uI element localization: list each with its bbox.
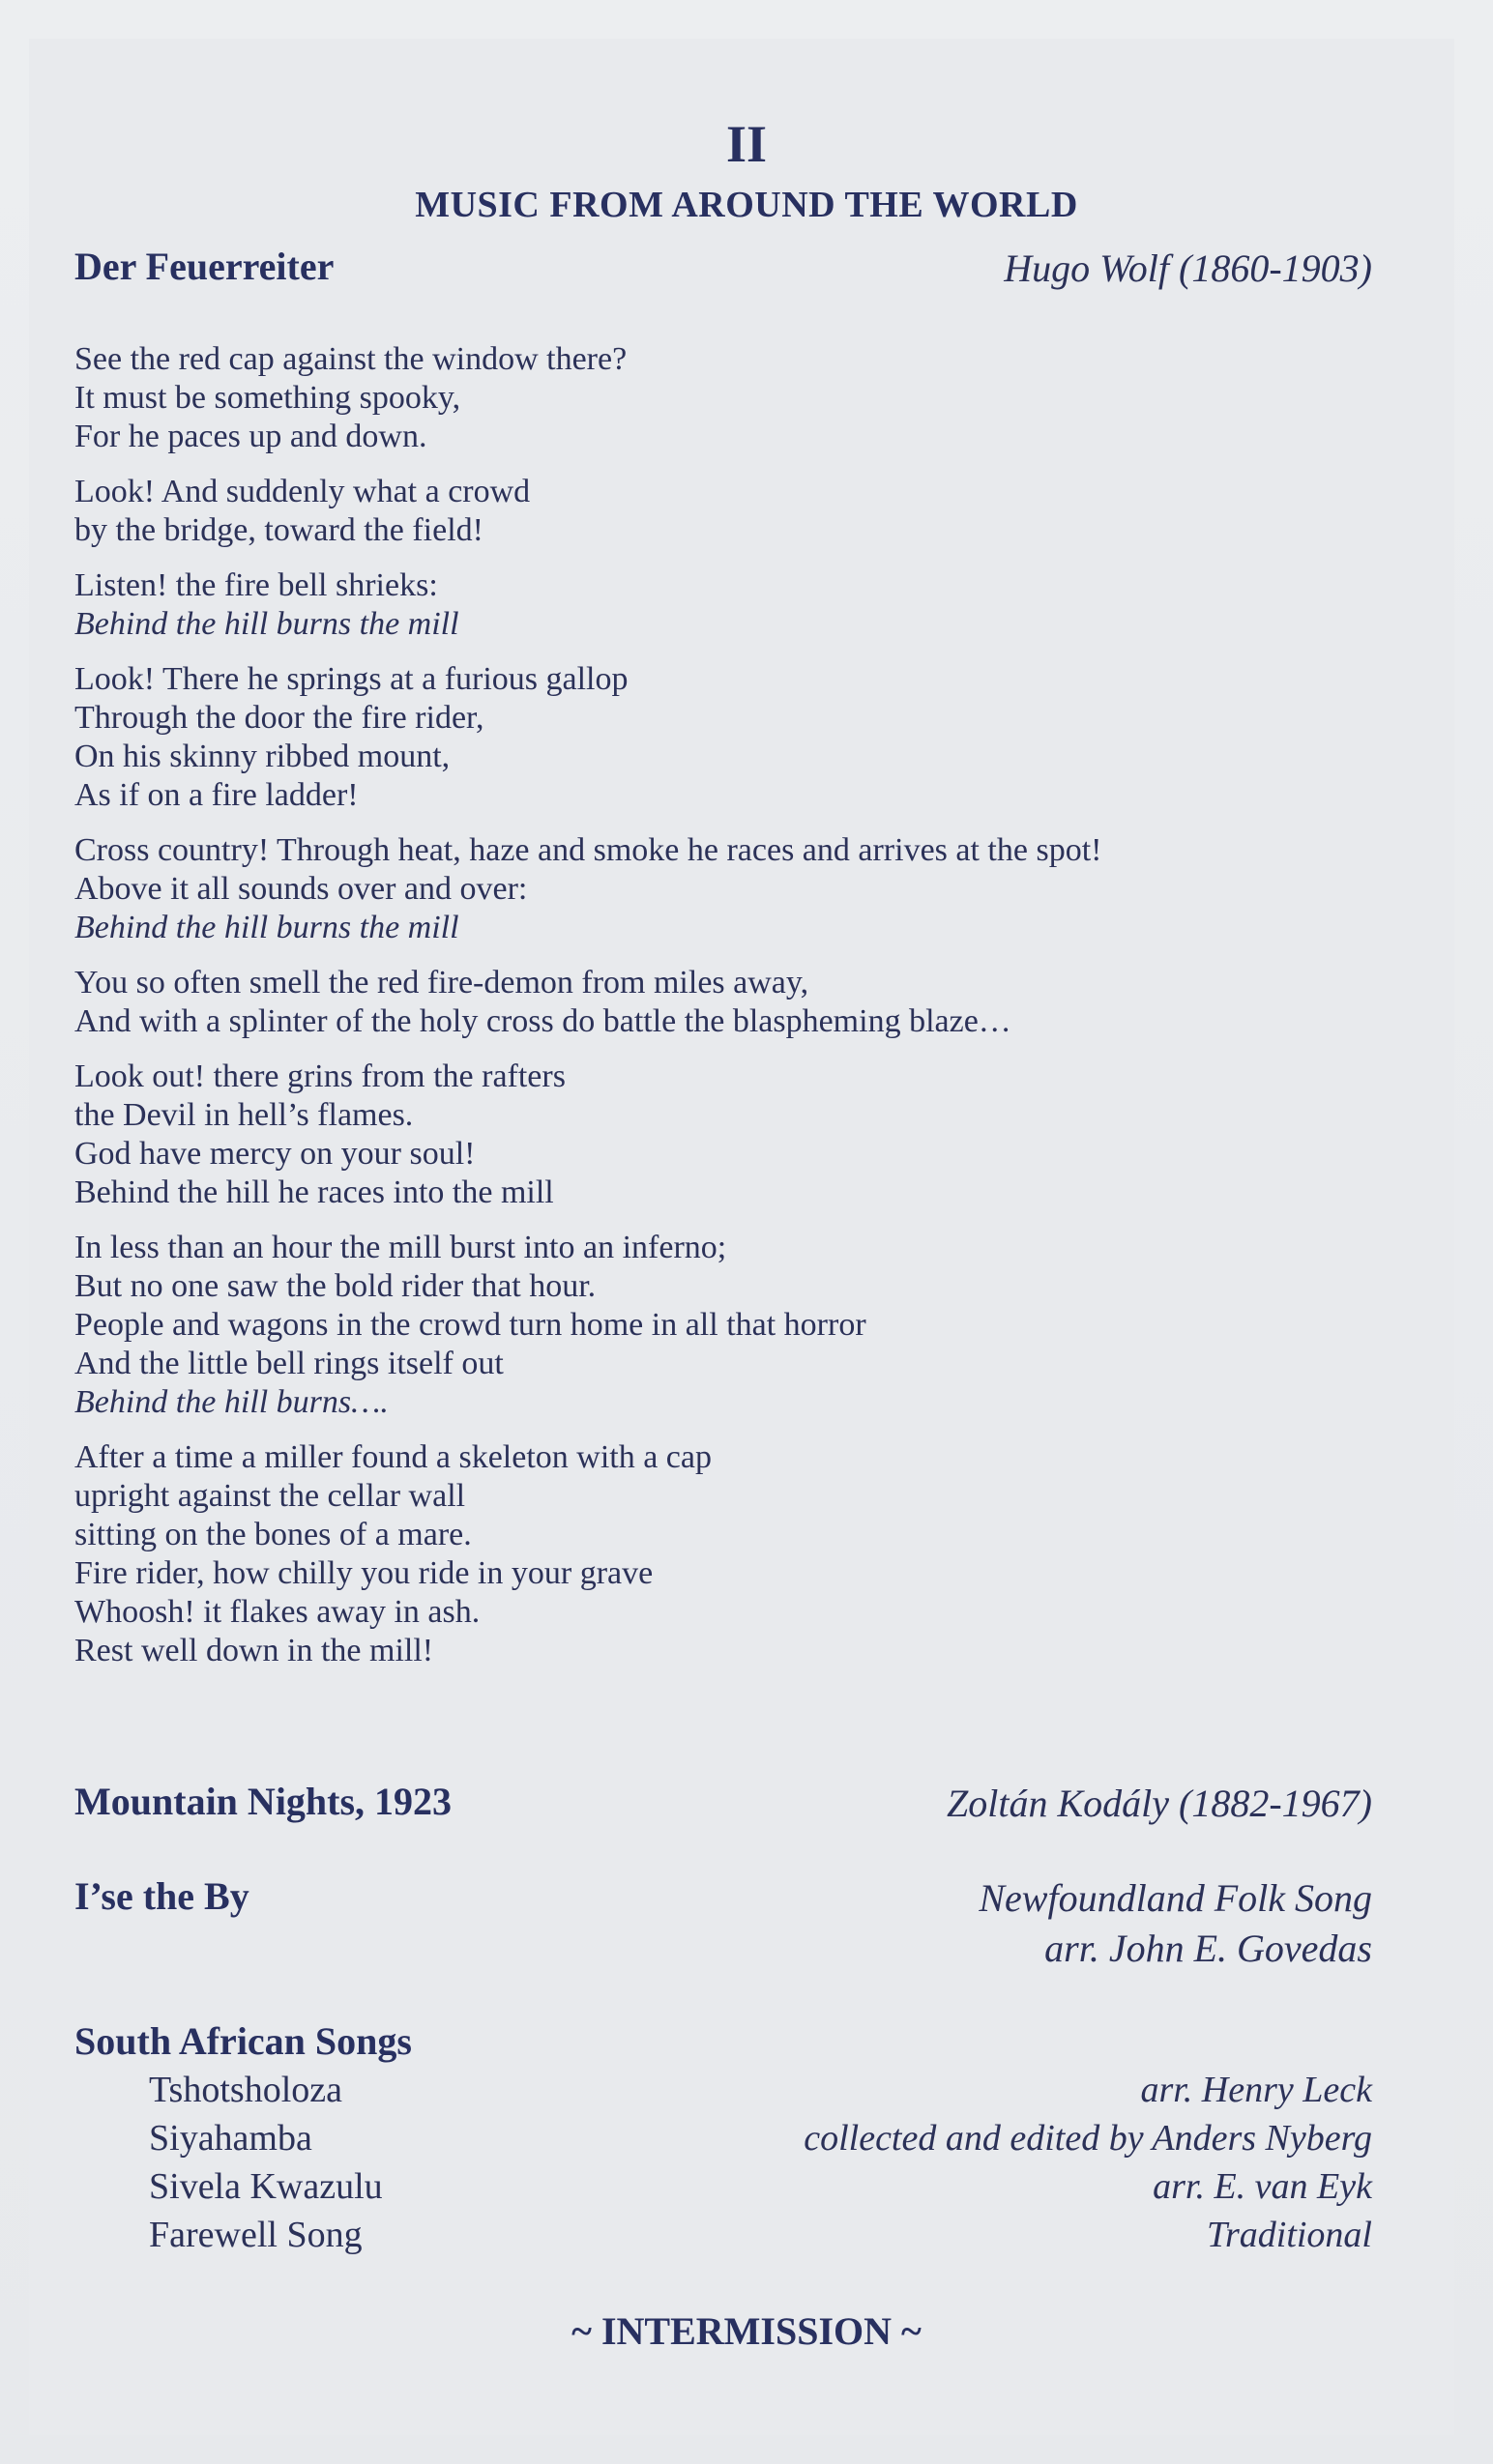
lyric-line: And the little bell rings itself out xyxy=(74,1346,504,1381)
piece-title: Mountain Nights, 1923 xyxy=(74,1780,453,1823)
lyric-refrain: Behind the hill burns the mill xyxy=(74,606,459,642)
lyric-line: After a time a miller found a skeleton with a cap xyxy=(74,1439,712,1475)
stanza-4 xyxy=(74,660,1332,815)
song-list xyxy=(74,2066,1372,2259)
lyric-line: God have mercy on your soul! xyxy=(74,1136,476,1172)
lyric-line: sitting on the bones of a mare. xyxy=(74,1517,472,1552)
lyric-line: People and wagons in the crowd turn home in all that horror xyxy=(74,1307,866,1343)
song-name: Tshotsholoza xyxy=(149,2070,342,2110)
lyric-line: Listen! the fire bell shrieks: xyxy=(74,567,438,603)
list-item xyxy=(74,2211,1372,2259)
lyric-line: upright against the cellar wall xyxy=(74,1478,466,1514)
lyric-line: Fire rider, how chilly you ride in your grave xyxy=(74,1555,654,1591)
lyric-refrain: Behind the hill burns…. xyxy=(74,1384,389,1420)
piece-title: Der Feuerreiter xyxy=(74,245,335,288)
lyric-line: As if on a fire ladder! xyxy=(74,777,359,813)
lyric-line: the Devil in hell’s flames. xyxy=(74,1097,414,1133)
stanza-8 xyxy=(74,1229,1332,1422)
song-credit: arr. Henry Leck xyxy=(1140,2070,1372,2110)
piece-ise-the-by xyxy=(74,1873,1372,1974)
song-name: Sivela Kwazulu xyxy=(149,2166,383,2207)
stanza-3 xyxy=(74,566,1332,644)
stanza-1 xyxy=(74,340,1332,456)
song-name: Farewell Song xyxy=(149,2215,363,2255)
lyric-line: In less than an hour the mill burst into an inferno; xyxy=(74,1230,727,1265)
piece-composer: Hugo Wolf (1860-1903) xyxy=(1004,246,1372,290)
lyric-line: Look out! there grins from the rafters xyxy=(74,1058,566,1094)
lyric-line: On his skinny ribbed mount, xyxy=(74,739,451,774)
lyric-line: See the red cap against the window there? xyxy=(74,341,628,377)
list-item xyxy=(74,2114,1372,2162)
lyric-line: Look! There he springs at a furious gallop xyxy=(74,661,629,697)
lyric-line: by the bridge, toward the field! xyxy=(74,512,483,548)
list-item xyxy=(74,2066,1372,2114)
stanza-6 xyxy=(74,964,1332,1041)
lyric-line: Through the door the fire rider, xyxy=(74,700,484,736)
piece-title: South African Songs xyxy=(74,2019,412,2063)
song-credit: arr. E. van Eyk xyxy=(1153,2166,1372,2207)
south-african-songs xyxy=(74,2018,1372,2259)
intermission-label: ~ INTERMISSION ~ xyxy=(571,2309,922,2353)
stanza-5 xyxy=(74,831,1332,947)
lyric-line: Look! And suddenly what a crowd xyxy=(74,474,531,509)
lyric-line: Above it all sounds over and over: xyxy=(74,871,528,907)
song-credit: collected and edited by Anders Nyberg xyxy=(804,2118,1372,2159)
part-title: MUSIC FROM AROUND THE WORLD xyxy=(415,185,1078,225)
song-name: Siyahamba xyxy=(149,2118,312,2159)
piece-title: I’se the By xyxy=(74,1874,249,1918)
piece-composer xyxy=(979,1873,1372,1974)
piece-mountain-nights xyxy=(74,1779,1372,1829)
lyric-line: And with a splinter of the holy cross do battle the blaspheming blaze… xyxy=(74,1003,1011,1039)
lyric-line: Cross country! Through heat, haze and smoke he races and arrives at the spot! xyxy=(74,832,1102,868)
part-number: II xyxy=(725,115,768,173)
lyric-line: For he paces up and down. xyxy=(74,419,427,454)
song-credit: Traditional xyxy=(1206,2215,1372,2255)
piece-composer: Zoltán Kodály (1882-1967) xyxy=(947,1782,1372,1825)
stanza-9 xyxy=(74,1438,1332,1670)
lyric-line: Whoosh! it flakes away in ash. xyxy=(74,1594,481,1630)
stanza-2 xyxy=(74,473,1332,550)
composer-line: Newfoundland Folk Song xyxy=(979,1876,1372,1920)
lyric-line: But no one saw the bold rider that hour. xyxy=(74,1268,597,1304)
arranger-line: arr. John E. Govedas xyxy=(1044,1927,1372,1970)
lyric-line: You so often smell the red fire-demon from miles away, xyxy=(74,965,809,1000)
lyric-line: Behind the hill he races into the mill xyxy=(74,1174,554,1210)
lyric-line: It must be something spooky, xyxy=(74,380,461,416)
lyric-line: Rest well down in the mill! xyxy=(74,1633,434,1668)
list-item xyxy=(74,2162,1372,2211)
piece-der-feuerreiter xyxy=(74,244,1372,294)
lyrics xyxy=(74,340,1332,1687)
stanza-7 xyxy=(74,1058,1332,1212)
lyric-refrain: Behind the hill burns the mill xyxy=(74,910,459,945)
